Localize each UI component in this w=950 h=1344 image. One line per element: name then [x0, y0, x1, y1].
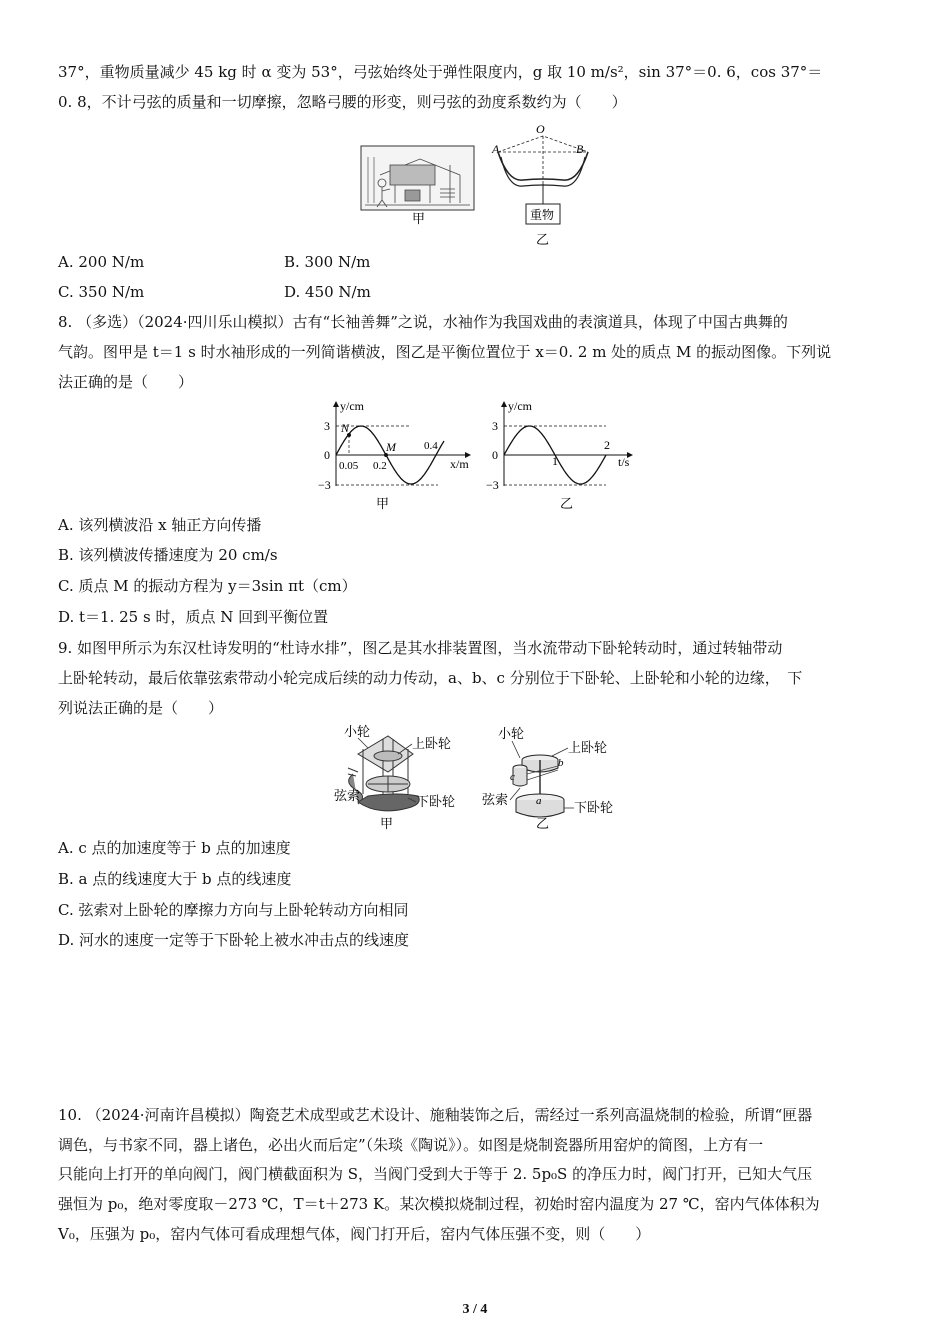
- q10-text-line-4: 强恒为 p₀，绝对零度取－273 ℃，T＝t＋273 K。某次模拟烧制过程，初始时窑内温度为 27 ℃，窑内气体体积为: [58, 1195, 820, 1213]
- q9-text-line-2: 上卧轮转动，最后依靠弦索带动小轮完成后续的动力传动，a、b、c 分别位于下卧轮、上卧轮和小轮的边缘， 下: [58, 669, 803, 687]
- q9-option-c: C. 弦索对上卧轮的摩擦力方向与上卧轮转动方向相同: [58, 901, 409, 919]
- graph-a-ylabel: y/cm: [340, 399, 364, 413]
- q7-option-a: A. 200 N/m: [58, 253, 145, 271]
- graph-b-xlabel: t/s: [618, 455, 630, 469]
- point-A-label: A: [492, 142, 500, 156]
- graph-a-origin: 0: [324, 448, 330, 462]
- graph-a-xtick-2: 0.2: [373, 460, 387, 472]
- point-M-label: M: [386, 440, 396, 454]
- weight-label: 重物: [530, 208, 555, 222]
- q7-figure-label-b: 乙: [536, 232, 550, 247]
- q8-text-line-1: 8. （多选）（2024·四川乐山模拟）古有“长袖善舞”之说，水袖作为我国戏曲的表演道具，体现了中国古典舞的: [58, 313, 788, 331]
- small-wheel: [513, 768, 527, 786]
- graph-a-ytick-bottom: −3: [318, 478, 331, 492]
- point-c-label: c: [510, 771, 515, 783]
- q7-bow-diagram: [488, 122, 598, 250]
- graph-b-caption: 乙: [560, 496, 574, 511]
- point-O-label: O: [536, 122, 545, 136]
- fig-b-caption: 乙: [536, 816, 550, 831]
- graph-b-ttick-2: 2: [604, 438, 610, 452]
- q9-option-d: D. 河水的速度一定等于下卧轮上被水冲击点的线速度: [58, 931, 410, 949]
- graph-a-xlabel: x/m: [450, 457, 469, 471]
- fig-a-lower-wheel-label: 下卧轮: [416, 794, 456, 809]
- q9-option-a: A. c 点的加速度等于 b 点的加速度: [58, 839, 291, 857]
- q9-text-line-3: 列说法正确的是（ ）: [58, 699, 224, 717]
- q8-option-c: C. 质点 M 的振动方程为 y＝3sin πt（cm）: [58, 577, 357, 595]
- q7-illustration-figure: [360, 145, 475, 225]
- graph-b-ytick-top: 3: [492, 419, 498, 433]
- q8-wave-graph-a: [310, 398, 480, 513]
- graph-b-ttick-1: 1: [552, 454, 558, 468]
- graph-a-caption: 甲: [376, 496, 390, 511]
- q7-text-line-2: 0. 8，不计弓弦的质量和一切摩擦，忽略弓腰的形变，则弓弦的劲度系数约为（ ）: [58, 93, 627, 111]
- q10-text-line-2: 调色，与书家不同，器上诸色，必出火而后定”（朱琰《陶说》）。如图是烧制瓷器所用窑炉的简图，上方有一: [58, 1136, 764, 1154]
- fig-b-lower-wheel-label: 下卧轮: [574, 800, 614, 815]
- q9-option-b: B. a 点的线速度大于 b 点的线速度: [58, 870, 292, 888]
- graph-b-origin: 0: [492, 448, 498, 462]
- q9-wheel-diagram: [480, 724, 620, 834]
- q10-text-line-5: V₀，压强为 p₀，窑内气体可看成理想气体，阀门打开后，窑内气体压强不变，则（ ）: [58, 1225, 651, 1243]
- q8-vibration-graph-b: [482, 398, 642, 513]
- q9-text-line-1: 9. 如图甲所示为东汉杜诗发明的“杜诗水排”，图乙是其水排装置图，当水流带动下卧轮转动时，通过转轴带动: [58, 639, 783, 657]
- point-N-label: N: [341, 421, 350, 435]
- q9-waterpump-illustration: [328, 724, 478, 834]
- fig-a-caption: 甲: [380, 816, 394, 831]
- q10-text-line-3: 只能向上打开的单向阀门，阀门横截面积为 S，当阀门受到大于等于 2. 5p₀S 的净压力时，阀门打开，已知大气压: [58, 1165, 813, 1183]
- page-number: 3 / 4: [462, 1302, 488, 1317]
- point-b-label: b: [558, 757, 564, 769]
- fig-b-small-wheel-label: 小轮: [498, 726, 525, 741]
- q7-figure-label-a: 甲: [412, 211, 426, 225]
- q7-option-c: C. 350 N/m: [58, 283, 145, 301]
- q7-text-line-1: 37°，重物质量减少 45 kg 时 α 变为 53°，弓弦始终处于弹性限度内，g 取 10 m/s²，sin 37°＝0. 6，cos 37°＝: [58, 63, 823, 81]
- q8-option-a: A. 该列横波沿 x 轴正方向传播: [58, 516, 262, 534]
- q8-text-line-2: 气韵。图甲是 t＝1 s 时水袖形成的一列简谐横波，图乙是平衡位置位于 x＝0. 2 m 处的质点 M 的振动图像。下列说: [58, 343, 832, 361]
- q7-option-d: D. 450 N/m: [284, 283, 371, 301]
- fig-b-string-label: 弦索: [482, 792, 509, 807]
- q8-option-d: D. t＝1. 25 s 时，质点 N 回到平衡位置: [58, 608, 329, 626]
- point-B-label: B: [576, 142, 584, 156]
- graph-a-ytick-top: 3: [324, 419, 330, 433]
- q8-option-b: B. 该列横波传播速度为 20 cm/s: [58, 546, 278, 564]
- fig-b-upper-wheel-label: 上卧轮: [568, 740, 608, 755]
- graph-b-ylabel: y/cm: [508, 399, 532, 413]
- fig-a-string-label: 弦索: [334, 788, 361, 803]
- graph-a-xtick-3: 0.4: [424, 440, 438, 452]
- fig-a-upper-wheel-label: 上卧轮: [412, 736, 452, 751]
- point-a-label: a: [536, 795, 542, 807]
- graph-a-xtick-1: 0.05: [339, 460, 359, 472]
- fig-a-small-wheel-label: 小轮: [344, 724, 371, 739]
- graph-b-ytick-bottom: −3: [486, 478, 499, 492]
- q7-option-b: B. 300 N/m: [284, 253, 371, 271]
- q8-text-line-3: 法正确的是（ ）: [58, 373, 194, 391]
- q10-text-line-1: 10. （2024·河南许昌模拟）陶瓷艺术成型或艺术设计、施釉装饰之后，需经过一系列高温烧制的检验，所谓“匣器: [58, 1106, 813, 1124]
